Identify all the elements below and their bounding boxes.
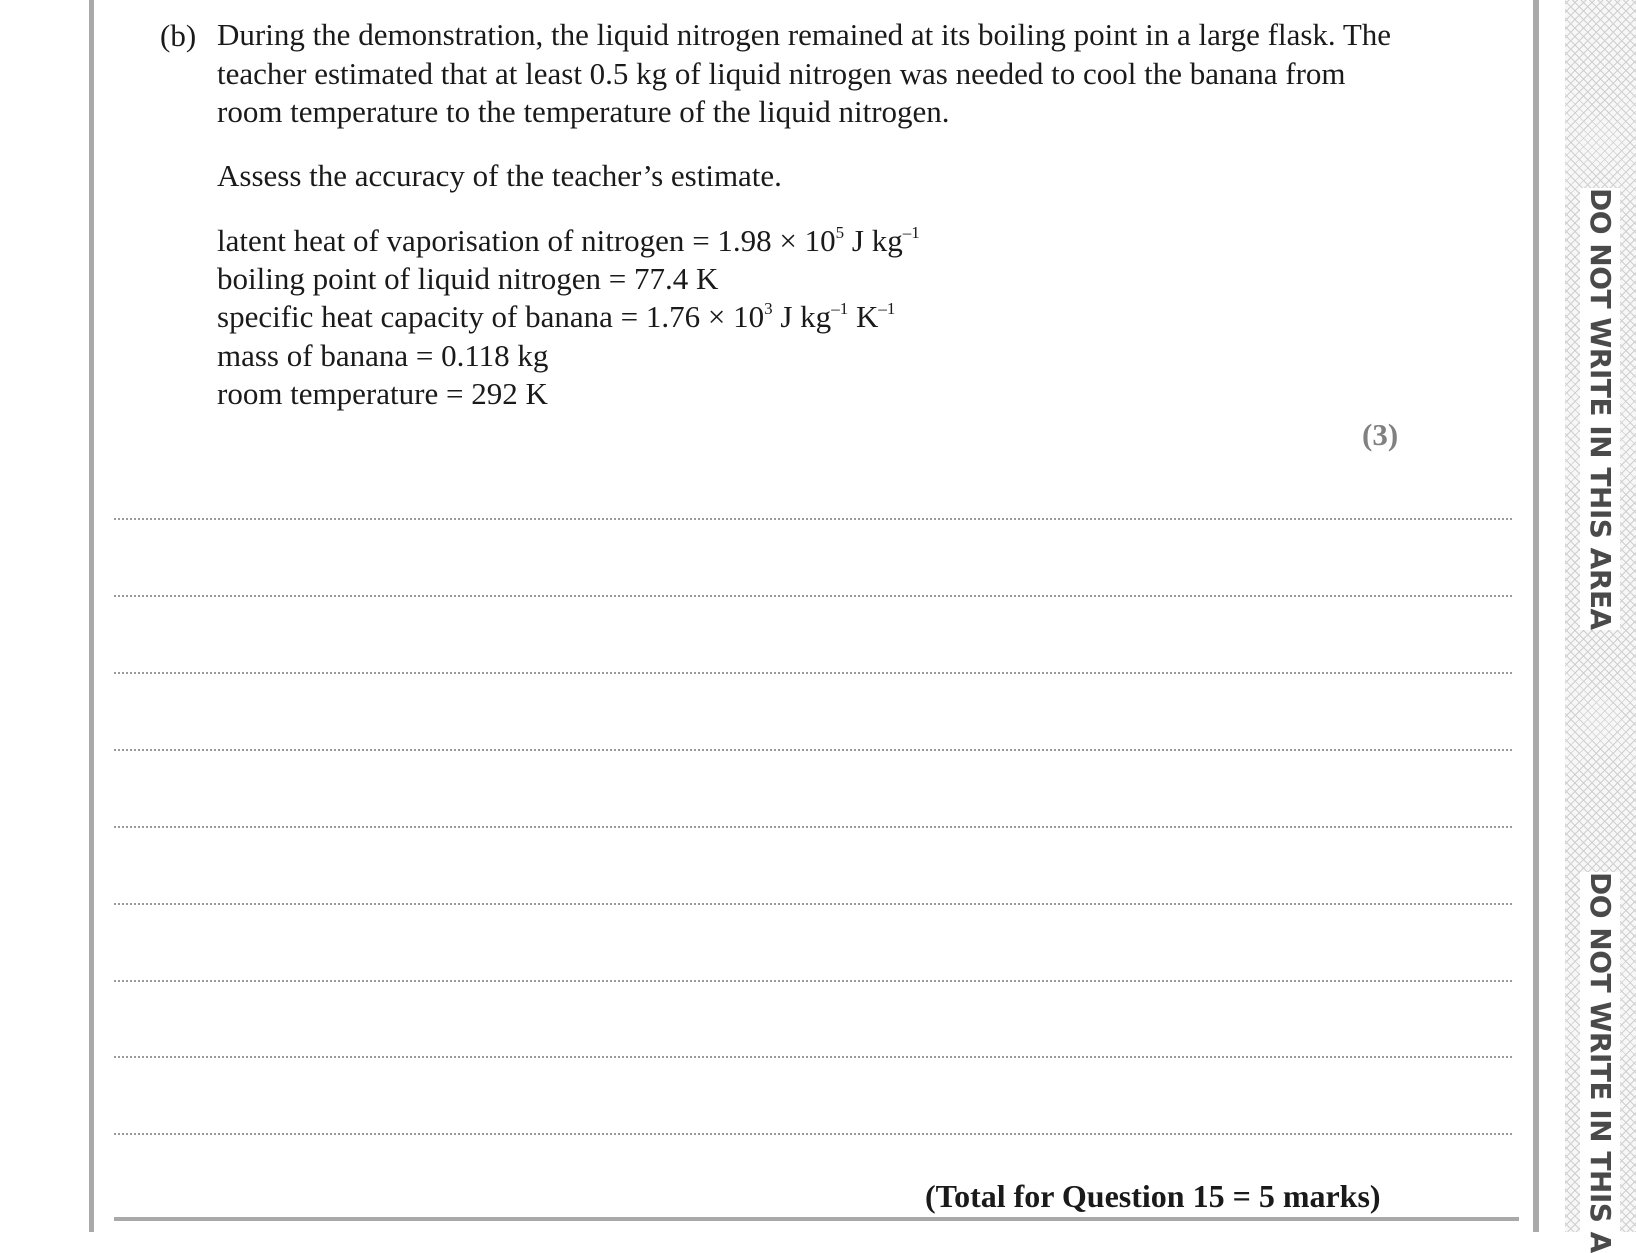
latent-heat-label: latent heat of vaporisation of nitrogen [217,223,685,258]
shc-label: specific heat capacity of banana [217,299,613,334]
data-boiling-point: boiling point of liquid nitrogen = 77.4 K [217,261,719,296]
question-task: Assess the accuracy of the teacher’s estimate. [217,158,782,193]
margin-warning-1: DO NOT WRITE IN THIS AREA [1580,188,1620,630]
data-shc: specific heat capacity of banana = $1.76 \times 10^3$ J $kg^{-1}$ $K^{-1}$ [217,298,896,334]
answer-line[interactable] [114,1056,1512,1058]
answer-line[interactable] [114,1133,1512,1135]
latent-heat-exp: 5 [835,222,845,242]
question-intro: During the demonstration, the liquid nitrogen remained at its boiling point in a large flask. The teacher estimated that at least 0.5 kg of liquid nitrogen was needed to cool the banana from room temperature to the temperature of the liquid nitrogen. [217,17,1392,129]
shc-unit-b: K [848,299,879,334]
data-mass: mass of banana = 0.118 kg [217,338,549,373]
shc-unit-a: J kg [772,299,832,334]
answer-line[interactable] [114,672,1512,674]
bottom-rule [114,1217,1519,1221]
right-page-border [1533,0,1539,1232]
data-room-temperature: room temperature = 292 K [217,376,548,411]
answer-line[interactable] [114,980,1512,982]
question-total: (Total for Question 15 = 5 marks) [925,1178,1381,1214]
latent-heat-unit-exp: –1 [902,222,920,242]
answer-line[interactable] [114,518,1512,520]
margin-warning-2: DO NOT WRITE IN THIS A [1580,872,1620,1253]
shc-unit-b-exp: –1 [878,298,896,318]
left-page-border [89,0,94,1232]
data-latent-heat: latent heat of vaporisation of nitrogen = $1.98 \times 10^5$ J $kg^{-1}$ [217,222,920,258]
answer-line[interactable] [114,903,1512,905]
answer-line[interactable] [114,595,1512,597]
shc-value: 1.76 × 10 [645,299,765,334]
answer-line[interactable] [114,749,1512,751]
shc-exp: 3 [764,298,773,318]
marks-available: (3) [1362,417,1399,452]
latent-heat-unit: J kg [844,223,903,258]
latent-heat-value: 1.98 × 10 [717,223,836,258]
question-part-label: (b) [160,18,197,53]
shc-unit-a-exp: –1 [831,298,849,318]
answer-line[interactable] [114,826,1512,828]
